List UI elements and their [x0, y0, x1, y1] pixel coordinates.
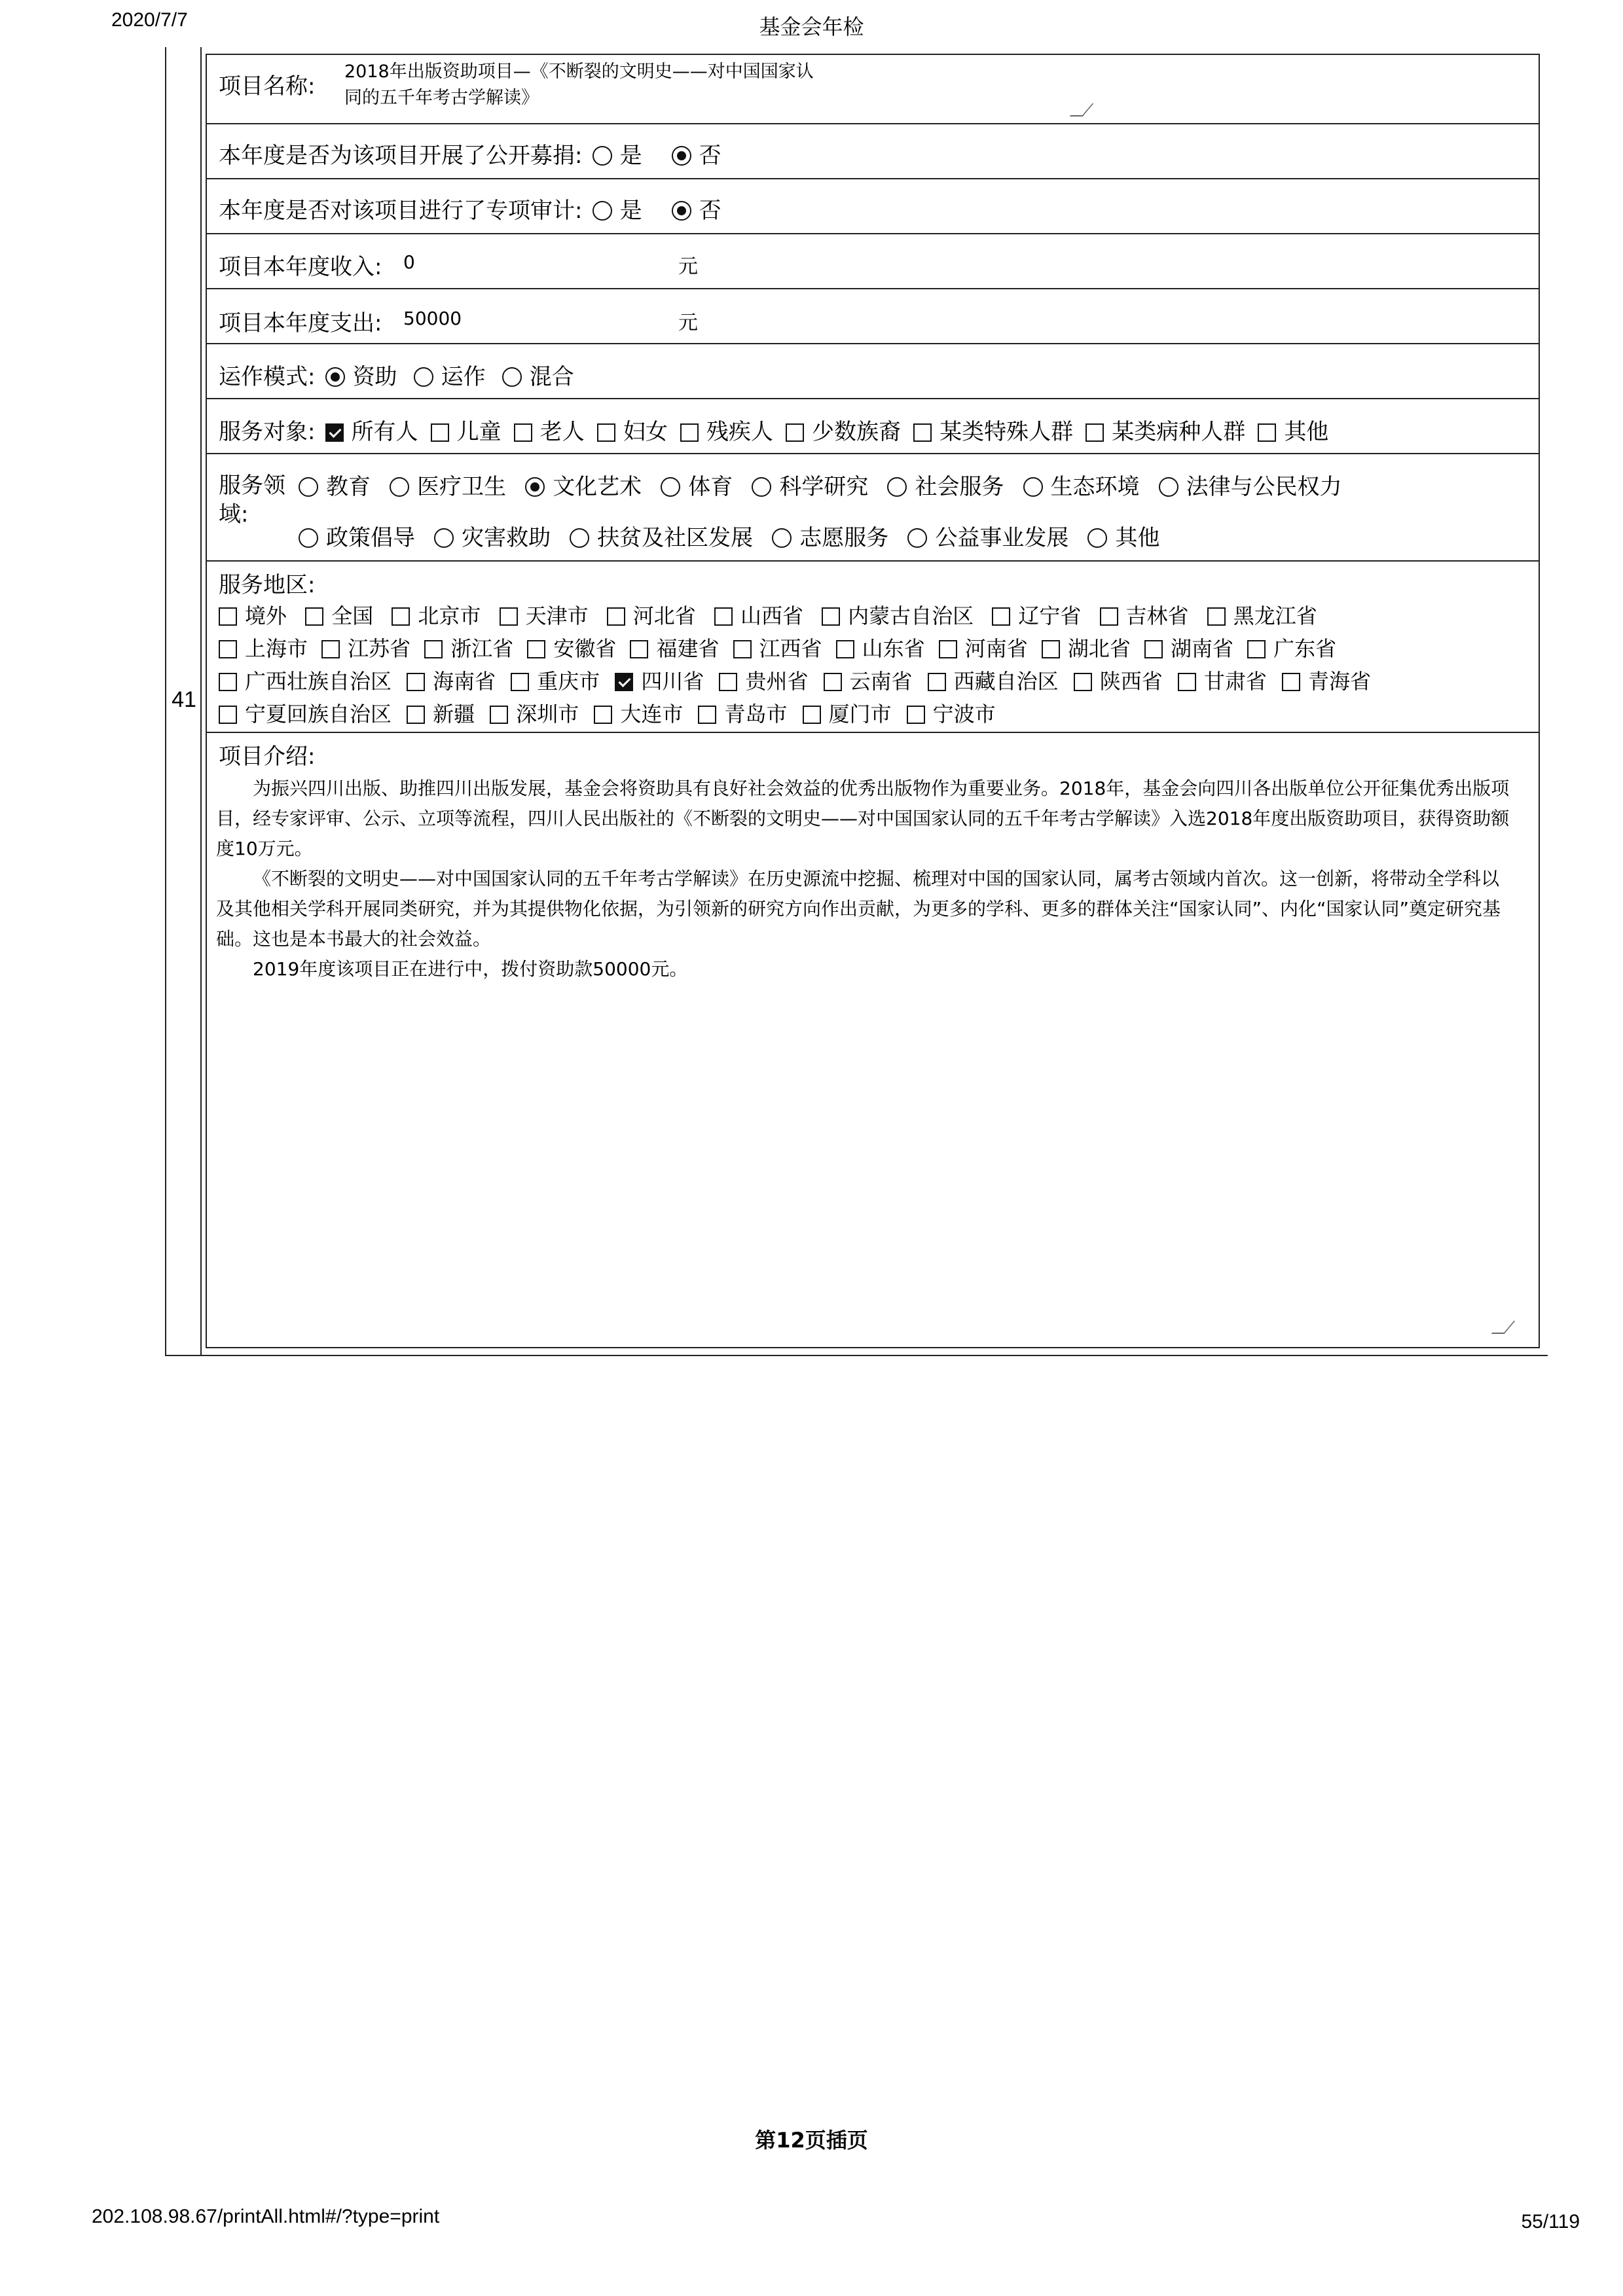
checkbox-icon[interactable] — [607, 607, 625, 626]
checkbox-icon[interactable] — [407, 706, 425, 724]
checkbox-icon[interactable] — [1100, 607, 1118, 626]
target-option-elderly[interactable]: 老人 — [514, 414, 585, 446]
service-targets-label: 服务对象: — [219, 419, 316, 445]
income-label: 项目本年度收入: — [219, 254, 382, 280]
target-option-disabled[interactable]: 残疾人 — [680, 414, 773, 446]
region-option[interactable]: 青岛市 — [698, 698, 787, 728]
field-option-education[interactable]: 教育 — [299, 469, 371, 501]
radio-selected-icon[interactable] — [525, 477, 545, 497]
form-table — [165, 47, 1548, 1356]
field-option-other[interactable]: 其他 — [1087, 520, 1159, 552]
resize-grip-icon[interactable] — [1491, 1321, 1516, 1334]
checkbox-icon[interactable] — [836, 640, 854, 658]
checkbox-icon[interactable] — [1207, 607, 1226, 626]
checkbox-icon[interactable] — [1085, 423, 1104, 442]
checkbox-checked-icon[interactable] — [615, 673, 633, 691]
radio-selected-icon[interactable] — [325, 367, 345, 387]
checkbox-icon[interactable] — [392, 607, 410, 626]
field-option-ecology[interactable]: 生态环境 — [1023, 469, 1140, 501]
income-row — [207, 234, 1539, 289]
checkbox-icon[interactable] — [321, 640, 340, 658]
region-option[interactable]: 山东省 — [836, 632, 925, 662]
row-number-column — [166, 47, 202, 1355]
service-regions-row — [207, 562, 1539, 733]
checkbox-icon[interactable] — [407, 673, 425, 691]
footer-page-count: 55/119 — [1521, 2211, 1580, 2233]
field-option-science[interactable]: 科学研究 — [752, 469, 868, 501]
checkbox-icon[interactable] — [928, 673, 946, 691]
region-option[interactable]: 深圳市 — [490, 698, 579, 728]
introduction-section — [207, 733, 1539, 1347]
operation-mode-row — [207, 344, 1539, 399]
service-regions-label: 服务地区: — [219, 572, 316, 598]
region-option[interactable]: 江苏省 — [321, 632, 410, 662]
region-option[interactable]: 青海省 — [1282, 665, 1371, 695]
checkbox-icon[interactable] — [424, 640, 443, 658]
public-fundraising-label: 本年度是否为该项目开展了公开募捐: — [219, 143, 583, 169]
regions-row-4 — [219, 698, 996, 728]
checkbox-icon[interactable] — [992, 607, 1010, 626]
region-option[interactable]: 湖北省 — [1042, 632, 1131, 662]
project-name-line2: 同的五千年考古学解读》 — [344, 88, 539, 108]
project-name-row — [207, 55, 1539, 124]
radio-icon[interactable] — [414, 367, 433, 387]
introduction-textarea[interactable] — [216, 774, 1512, 1336]
checkbox-icon[interactable] — [431, 423, 449, 442]
footer-page-label: 第12页插页 — [755, 2128, 868, 2153]
region-option[interactable]: 浙江省 — [424, 632, 513, 662]
radio-icon[interactable] — [502, 367, 522, 387]
checkbox-icon[interactable] — [305, 607, 323, 626]
checkbox-icon[interactable] — [219, 607, 237, 626]
checkbox-icon[interactable] — [630, 640, 648, 658]
checkbox-icon[interactable] — [824, 673, 842, 691]
field-option-social-services[interactable]: 社会服务 — [887, 469, 1004, 501]
checkbox-icon[interactable] — [1042, 640, 1060, 658]
radio-icon[interactable] — [570, 528, 589, 548]
checkbox-icon[interactable] — [719, 673, 737, 691]
radio-icon[interactable] — [593, 201, 612, 221]
special-audit-yes[interactable]: 是 — [593, 192, 642, 224]
target-option-disease-group[interactable]: 某类病种人群 — [1085, 414, 1245, 446]
checkbox-checked-icon[interactable] — [325, 423, 344, 442]
introduction-label: 项目介绍: — [219, 744, 316, 770]
operation-mode-operate[interactable]: 运作 — [414, 359, 486, 391]
checkbox-icon[interactable] — [913, 423, 932, 442]
target-option-other[interactable]: 其他 — [1258, 414, 1328, 446]
region-option[interactable]: 新疆 — [407, 698, 475, 728]
checkbox-icon[interactable] — [1282, 673, 1300, 691]
service-fields-row2 — [299, 520, 1159, 552]
region-option[interactable]: 安徽省 — [527, 632, 616, 662]
region-option[interactable]: 厦门市 — [803, 698, 892, 728]
checkbox-icon[interactable] — [597, 423, 615, 442]
region-option[interactable]: 甘肃省 — [1178, 665, 1267, 695]
service-fields-label: 服务领 域: — [219, 473, 285, 528]
project-name-label: 项目名称: — [219, 73, 316, 99]
radio-icon[interactable] — [390, 477, 409, 497]
radio-icon[interactable] — [887, 477, 907, 497]
radio-icon[interactable] — [1159, 477, 1178, 497]
checkbox-icon[interactable] — [1074, 673, 1092, 691]
checkbox-icon[interactable] — [490, 706, 508, 724]
region-option[interactable]: 吉林省 — [1100, 600, 1189, 630]
radio-icon[interactable] — [661, 477, 680, 497]
checkbox-icon[interactable] — [219, 640, 237, 658]
target-option-all[interactable]: 所有人 — [325, 414, 418, 446]
radio-icon[interactable] — [752, 477, 771, 497]
checkbox-icon[interactable] — [1178, 673, 1196, 691]
checkbox-icon[interactable] — [1258, 423, 1276, 442]
project-form — [206, 54, 1540, 1348]
footer-url: 202.108.98.67/printAll.html#/?type=print — [92, 2206, 440, 2227]
checkbox-icon[interactable] — [939, 640, 957, 658]
checkbox-icon[interactable] — [680, 423, 699, 442]
checkbox-icon[interactable] — [514, 423, 532, 442]
checkbox-icon[interactable] — [219, 673, 237, 691]
checkbox-icon[interactable] — [698, 706, 716, 724]
region-option[interactable]: 湖南省 — [1144, 632, 1233, 662]
introduction-paragraph: 《不断裂的文明史——对中国国家认同的五千年考古学解读》在历史源流中挖掘、梳理对中国的国家认同，属考古领域内首次。这一创新，将带动全学科以及其他相关学科开展同类研究，并为其提供物化依据，为引领新的研究方向作出贡献，为更多的学科、更多的群体关注“国家认同”、内化“国家认同”奠定研究基础。这也是本书最大的社会效益。 — [216, 868, 1501, 950]
region-option[interactable]: 北京市 — [392, 600, 481, 630]
radio-icon[interactable] — [299, 528, 318, 548]
field-option-disaster-relief[interactable]: 灾害救助 — [434, 520, 551, 552]
region-option[interactable]: 福建省 — [630, 632, 719, 662]
target-option-women[interactable]: 妇女 — [597, 414, 668, 446]
region-option[interactable]: 上海市 — [219, 632, 308, 662]
field-option-healthcare[interactable]: 医疗卫生 — [390, 469, 506, 501]
checkbox-icon[interactable] — [822, 607, 840, 626]
expense-unit: 元 — [678, 312, 698, 334]
page-title: 基金会年检 — [759, 14, 864, 39]
checkbox-icon[interactable] — [714, 607, 733, 626]
service-targets-row — [207, 399, 1539, 454]
special-audit-label: 本年度是否对该项目进行了专项审计: — [219, 198, 583, 224]
operation-mode-grant[interactable]: 资助 — [325, 359, 397, 391]
checkbox-icon[interactable] — [803, 706, 821, 724]
field-option-public-welfare[interactable]: 公益事业发展 — [907, 520, 1068, 552]
region-option[interactable]: 广西壮族自治区 — [219, 665, 392, 695]
expense-label: 项目本年度支出: — [219, 310, 382, 336]
region-option[interactable]: 内蒙古自治区 — [822, 600, 974, 630]
region-option[interactable]: 辽宁省 — [992, 600, 1081, 630]
field-option-poverty-community[interactable]: 扶贫及社区发展 — [570, 520, 753, 552]
operation-mode-label: 运作模式: — [219, 364, 316, 390]
region-option[interactable]: 宁夏回族自治区 — [219, 698, 392, 728]
checkbox-icon[interactable] — [786, 423, 804, 442]
public-fundraising-yes[interactable]: 是 — [593, 137, 642, 170]
region-option[interactable]: 大连市 — [594, 698, 683, 728]
checkbox-icon[interactable] — [527, 640, 545, 658]
print-date: 2020/7/7 — [111, 9, 188, 31]
radio-selected-icon[interactable] — [672, 146, 691, 166]
income-unit: 元 — [678, 255, 698, 278]
field-option-volunteer[interactable]: 志愿服务 — [772, 520, 888, 552]
region-option[interactable]: 海南省 — [407, 665, 496, 695]
regions-row-3 — [219, 665, 1371, 695]
radio-icon[interactable] — [299, 477, 318, 497]
checkbox-icon[interactable] — [500, 607, 518, 626]
target-option-special-group[interactable]: 某类特殊人群 — [913, 414, 1073, 446]
region-option[interactable]: 广东省 — [1247, 632, 1336, 662]
checkbox-icon[interactable] — [733, 640, 752, 658]
target-option-children[interactable]: 儿童 — [431, 414, 501, 446]
income-value[interactable]: 0 — [403, 251, 415, 273]
radio-icon[interactable] — [772, 528, 792, 548]
radio-icon[interactable] — [1023, 477, 1043, 497]
radio-icon[interactable] — [593, 146, 612, 166]
radio-selected-icon[interactable] — [672, 201, 691, 221]
regions-row-2 — [219, 632, 1336, 662]
row-number: 41 — [172, 687, 196, 712]
region-option[interactable]: 贵州省 — [719, 665, 808, 695]
expense-value[interactable]: 50000 — [403, 308, 462, 329]
checkbox-icon[interactable] — [511, 673, 529, 691]
special-audit-row — [207, 179, 1539, 234]
region-option[interactable]: 陕西省 — [1074, 665, 1163, 695]
project-name-line1: 2018年出版资助项目—《不断裂的文明史——对中国国家认 — [344, 62, 814, 82]
region-option[interactable]: 黑龙江省 — [1207, 600, 1317, 630]
introduction-paragraph: 为振兴四川出版、助推四川出版发展，基金会将资助具有良好社会效益的优秀出版物作为重要业务。2018年，基金会向四川各出版单位公开征集优秀出版项目，经专家评审、公示、立项等流程，四川人民出版社的《不断裂的文明史——对中国国家认同的五千年考古学解读》入选2018年度出版资助项目，获得资助额度10万元。 — [216, 778, 1510, 859]
region-option[interactable]: 全国 — [305, 600, 373, 630]
expense-row — [207, 289, 1539, 344]
project-name-field[interactable] — [344, 59, 1091, 119]
region-option[interactable]: 宁波市 — [907, 698, 996, 728]
region-option[interactable]: 江西省 — [733, 632, 822, 662]
region-option[interactable]: 西藏自治区 — [928, 665, 1059, 695]
service-fields-row — [207, 454, 1539, 562]
checkbox-icon[interactable] — [1247, 640, 1266, 658]
region-option[interactable]: 河北省 — [607, 600, 696, 630]
regions-row-1 — [219, 600, 1317, 630]
field-option-culture-arts[interactable]: 文化艺术 — [525, 469, 642, 501]
field-option-sports[interactable]: 体育 — [661, 469, 733, 501]
region-option[interactable]: 山西省 — [714, 600, 803, 630]
checkbox-icon[interactable] — [219, 706, 237, 724]
region-option-sichuan[interactable]: 四川省 — [615, 665, 704, 695]
public-fundraising-row — [207, 124, 1539, 179]
radio-icon[interactable] — [1087, 528, 1107, 548]
public-fundraising-no[interactable]: 否 — [672, 137, 721, 170]
introduction-paragraph: 2019年度该项目正在进行中，拨付资助款50000元。 — [253, 958, 688, 980]
region-option[interactable]: 重庆市 — [511, 665, 600, 695]
region-option[interactable]: 云南省 — [824, 665, 913, 695]
target-option-ethnic-minorities[interactable]: 少数族裔 — [786, 414, 901, 446]
operation-mode-mixed[interactable]: 混合 — [502, 359, 574, 391]
region-option[interactable]: 河南省 — [939, 632, 1028, 662]
service-fields-row1 — [299, 469, 1342, 501]
checkbox-icon[interactable] — [594, 706, 612, 724]
field-option-law-civil-rights[interactable]: 法律与公民权力 — [1159, 469, 1342, 501]
field-option-policy-advocacy[interactable]: 政策倡导 — [299, 520, 415, 552]
region-option[interactable]: 天津市 — [500, 600, 589, 630]
special-audit-no[interactable]: 否 — [672, 192, 721, 224]
radio-icon[interactable] — [434, 528, 454, 548]
region-option[interactable]: 境外 — [219, 600, 287, 630]
checkbox-icon[interactable] — [907, 706, 925, 724]
checkbox-icon[interactable] — [1144, 640, 1163, 658]
radio-icon[interactable] — [907, 528, 927, 548]
